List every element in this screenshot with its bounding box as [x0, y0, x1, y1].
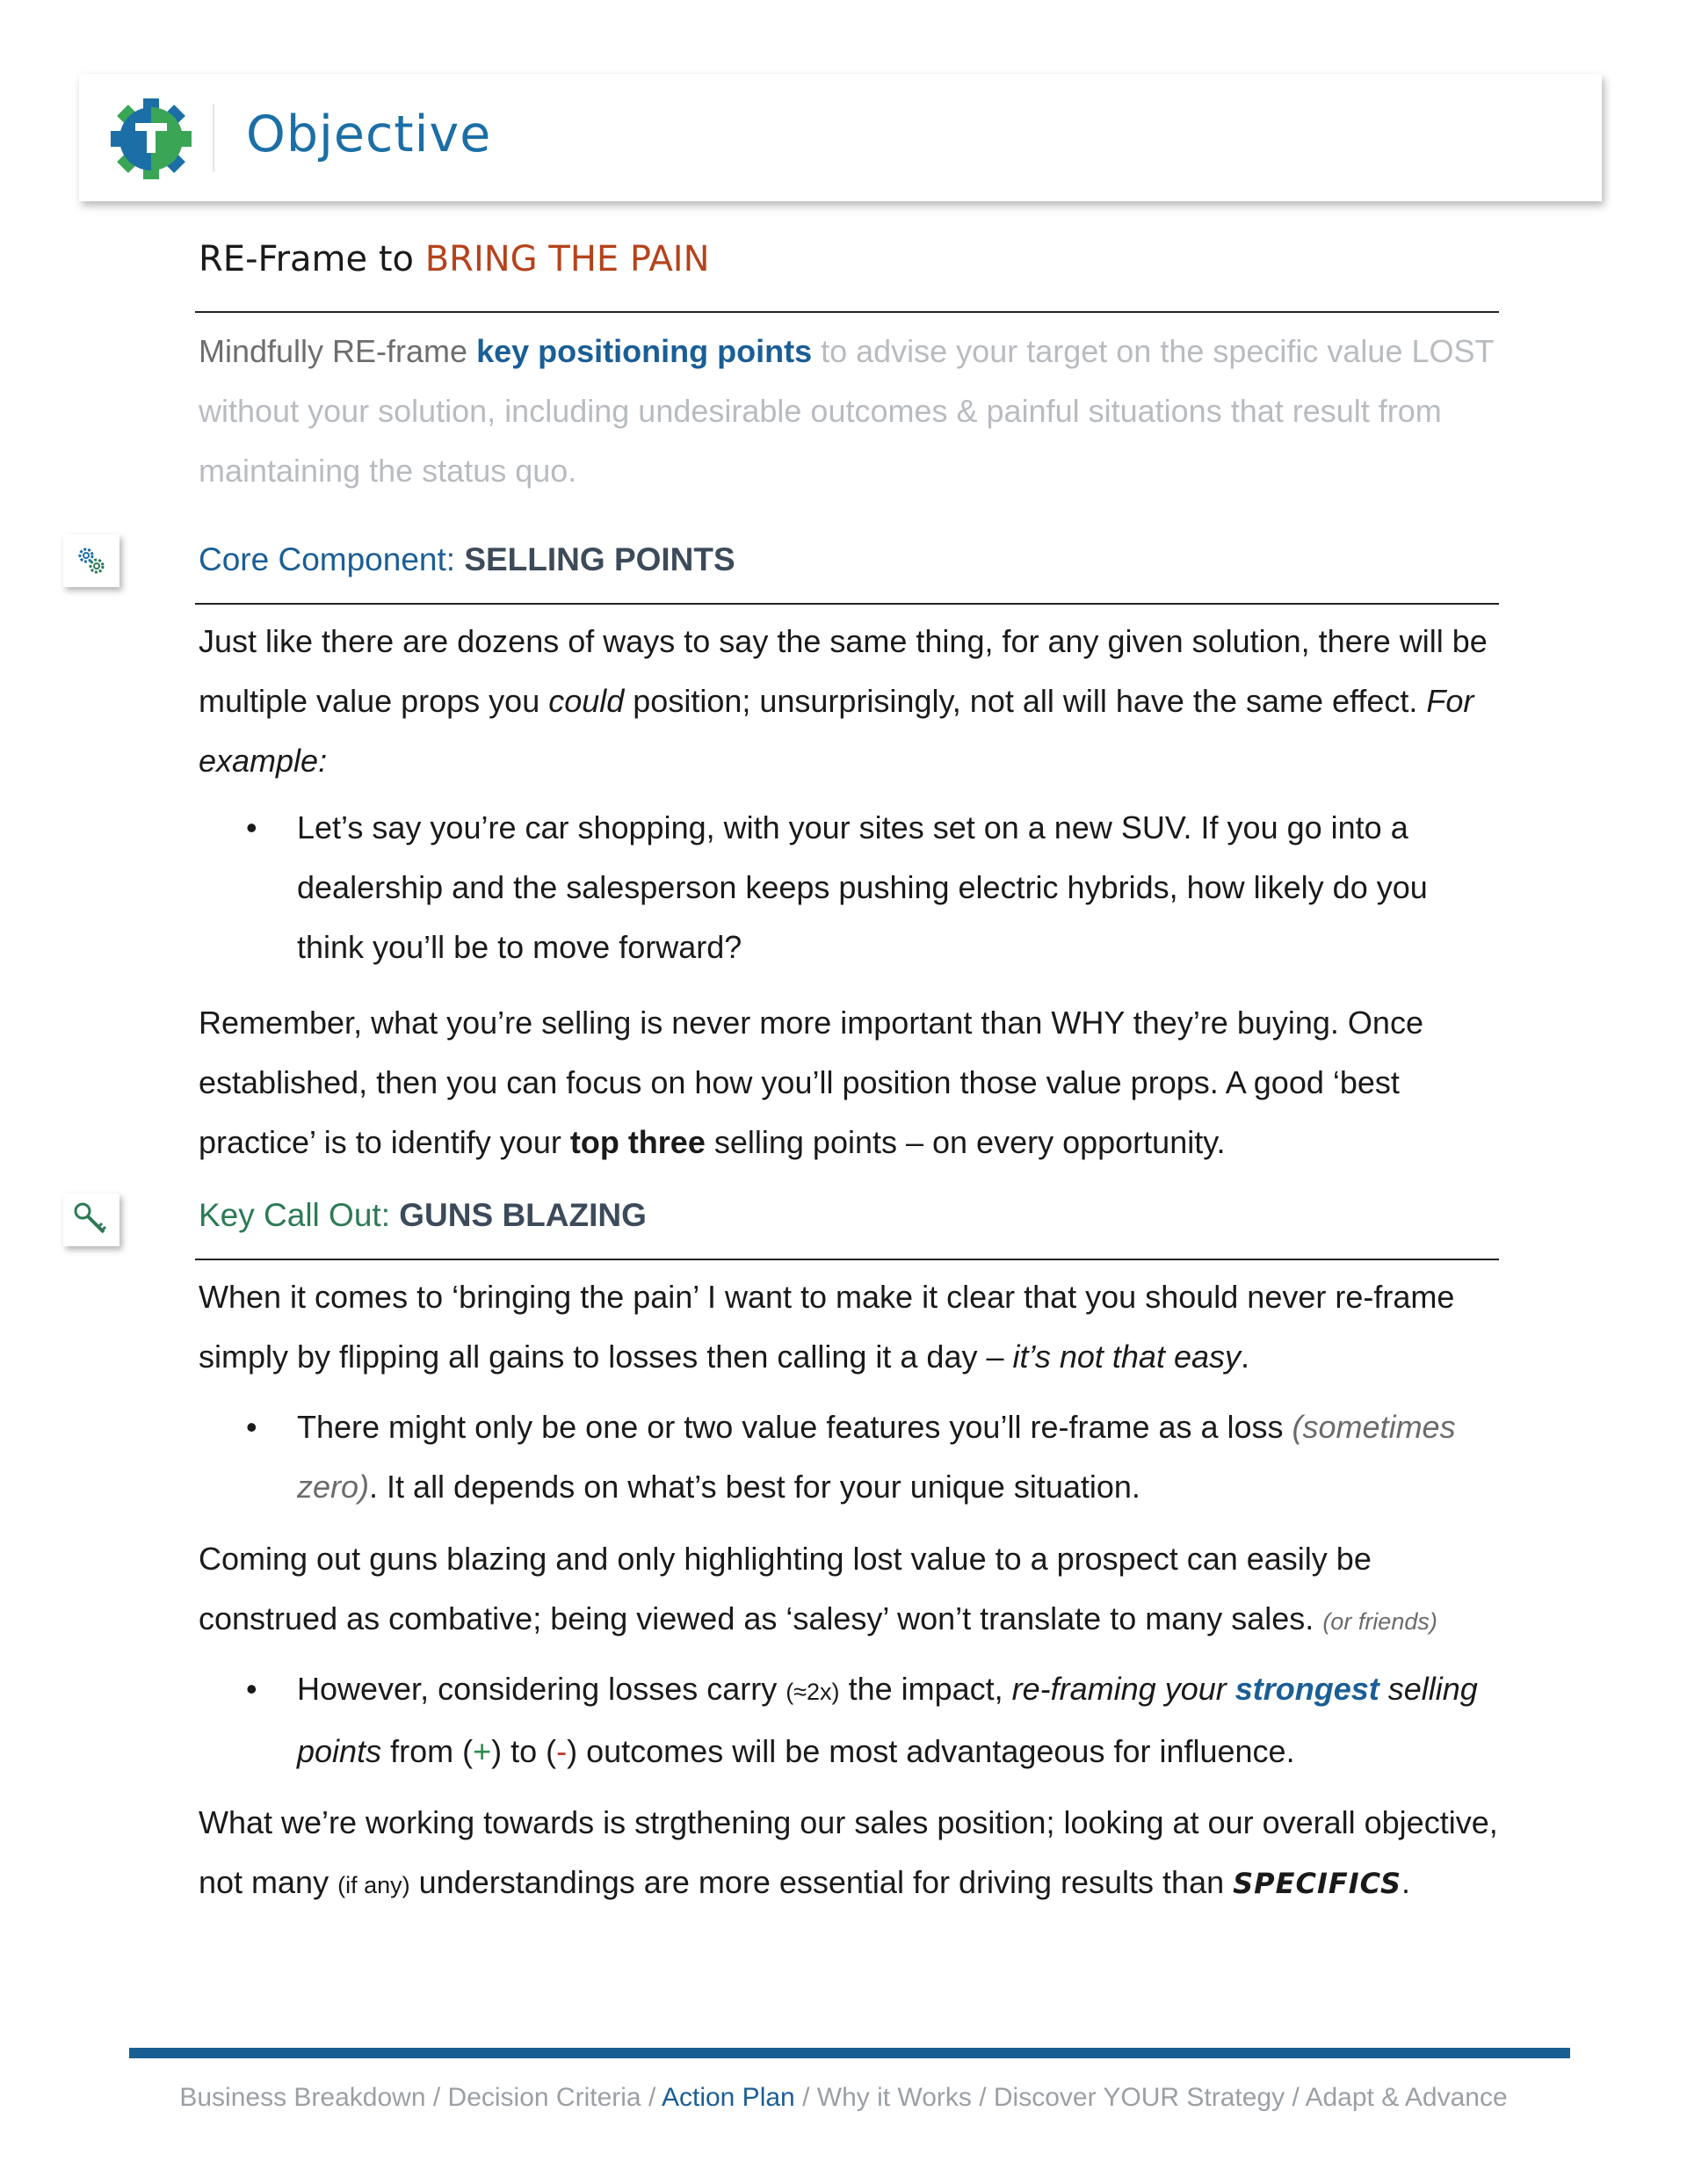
core-p2-a: Remember, what you’re selling is never more important than WHY they’re buying. Once established, then you can focus on how you’ll position those value props. A good ‘best practice’ is to identify your — [199, 1005, 1423, 1160]
core-colon: : — [445, 541, 465, 577]
section-title-prefix: RE-Frame to — [199, 239, 425, 279]
key-colon: : — [380, 1197, 400, 1233]
key-b2-strong: strongest — [1234, 1671, 1379, 1707]
key-icon — [63, 1194, 119, 1246]
key-p3-a: What we’re working towards is strgthening our sales position; looking at our overall objective, not many — [199, 1804, 1498, 1900]
gears-icon — [63, 534, 119, 587]
core-p1-example: For example: — [199, 683, 1474, 779]
key-paragraph-1 — [199, 1267, 1499, 1387]
bullet-dot: • — [246, 1671, 257, 1707]
header-divider — [213, 104, 214, 172]
core-p2-bold: top three — [569, 1124, 706, 1160]
footer-item-why-it-works[interactable]: Why it Works — [816, 2083, 972, 2112]
gear-logo-icon — [109, 97, 193, 181]
section-rule — [195, 311, 1499, 313]
footer-item-business-breakdown[interactable]: Business Breakdown — [179, 2083, 426, 2112]
footer-item-decision-criteria[interactable]: Decision Criteria — [447, 2083, 641, 2112]
key-p1-end: . — [1241, 1339, 1250, 1375]
bullet-dot: • — [246, 809, 257, 845]
key-b2-d: ) to ( — [491, 1733, 557, 1769]
footer-separator: / — [641, 2083, 662, 2112]
core-p1-could: could — [548, 683, 625, 719]
intro-rest: to advise your target on the specific value LOST without your solution, including undesirable outcomes & painful situations that result from maintaining the status quo. — [199, 333, 1494, 489]
core-p2-b: selling points – on every opportunity. — [705, 1124, 1226, 1160]
key-b2-b: the impact, — [839, 1671, 1012, 1707]
core-bullet-1: Let’s say you’re car shopping, with your sites set on a new SUV. If you go into a dealership and the salesperson keeps pushing electric hybrids, how likely do you think you’ll be to move forward? — [297, 809, 1428, 965]
footer-item-discover-your-strategy[interactable]: Discover YOUR Strategy — [993, 2083, 1285, 2112]
key-b1-italic: (sometimes zero) — [297, 1409, 1456, 1505]
key-p3-specifics: SPECIFICS — [1233, 1867, 1402, 1900]
core-label: Core Component — [199, 541, 446, 577]
key-callout-heading — [199, 1197, 647, 1234]
footer-separator: / — [1285, 2083, 1306, 2112]
section-title — [199, 239, 710, 279]
footer-separator: / — [425, 2083, 448, 2112]
intro-paragraph — [199, 322, 1499, 501]
key-title: GUNS BLAZING — [399, 1197, 647, 1233]
key-rule — [195, 1259, 1499, 1260]
key-p2-a: Coming out guns blazing and only highlighting lost value to a prospect can easily be construed as combative; being viewed as ‘salesy’ won’t translate to many sales. — [199, 1541, 1372, 1636]
core-paragraph-1 — [199, 612, 1499, 791]
section-title-emphasis: BRING THE PAIN — [424, 239, 710, 279]
footer-separator: / — [794, 2083, 817, 2112]
key-p3-end: . — [1401, 1864, 1411, 1900]
key-p3-small: (if any) — [337, 1872, 410, 1898]
core-paragraph-2 — [199, 993, 1499, 1172]
footer-breadcrumb — [0, 2083, 1687, 2113]
key-b2-italic1: re-framing your — [1011, 1671, 1235, 1707]
key-p2-small: (or friends) — [1322, 1608, 1437, 1635]
bullet-dot: • — [246, 1409, 257, 1445]
core-p1-b: position; unsurprisingly, not all will have the same effect. — [624, 683, 1427, 719]
key-b2-e: ) outcomes will be most advantageous for influence. — [567, 1733, 1295, 1769]
intro-key-phrase: key positioning points — [476, 333, 813, 369]
key-label: Key Call Out — [199, 1197, 381, 1233]
key-b1-a: There might only be one or two value features you’ll re-frame as a loss — [297, 1409, 1292, 1445]
key-p3-b: understandings are more essential for driving results than — [409, 1864, 1234, 1900]
key-b2-minus: - — [556, 1733, 568, 1769]
key-paragraph-2 — [199, 1529, 1499, 1651]
key-paragraph-3 — [199, 1793, 1499, 1915]
footer-separator: / — [971, 2083, 994, 2112]
core-rule — [195, 603, 1499, 605]
key-bullet-2 — [297, 1659, 1501, 1781]
key-b2-italic2: selling points — [297, 1671, 1478, 1769]
intro-lead: Mindfully RE-frame — [199, 333, 477, 369]
key-b2-small: (≈2x) — [786, 1679, 840, 1705]
core-title: SELLING POINTS — [464, 541, 735, 577]
key-bullet-1 — [297, 1397, 1501, 1517]
core-component-heading — [199, 541, 735, 578]
footer-item-action-plan[interactable]: Action Plan — [661, 2083, 795, 2112]
footer-bar — [129, 2048, 1570, 2058]
key-p1-a: When it comes to ‘bringing the pain’ I want to make it clear that you should never re-frame simply by flipping all gains to losses then calling it a day – — [199, 1279, 1455, 1375]
key-b2-plus: + — [473, 1733, 492, 1769]
key-p1-italic: it’s not that easy — [1012, 1339, 1241, 1375]
key-b1-b: . It all depends on what’s best for your unique situation. — [369, 1469, 1140, 1505]
page-title: Objective — [246, 105, 492, 163]
key-b2-c: from ( — [381, 1733, 474, 1769]
footer-item-adapt-advance[interactable]: Adapt & Advance — [1305, 2083, 1508, 2112]
key-b2-a: However, considering losses carry — [297, 1671, 786, 1707]
core-p1-a: Just like there are dozens of ways to say the same thing, for any given solution, there will be multiple value props you — [199, 623, 1488, 719]
header-card — [79, 74, 1602, 201]
